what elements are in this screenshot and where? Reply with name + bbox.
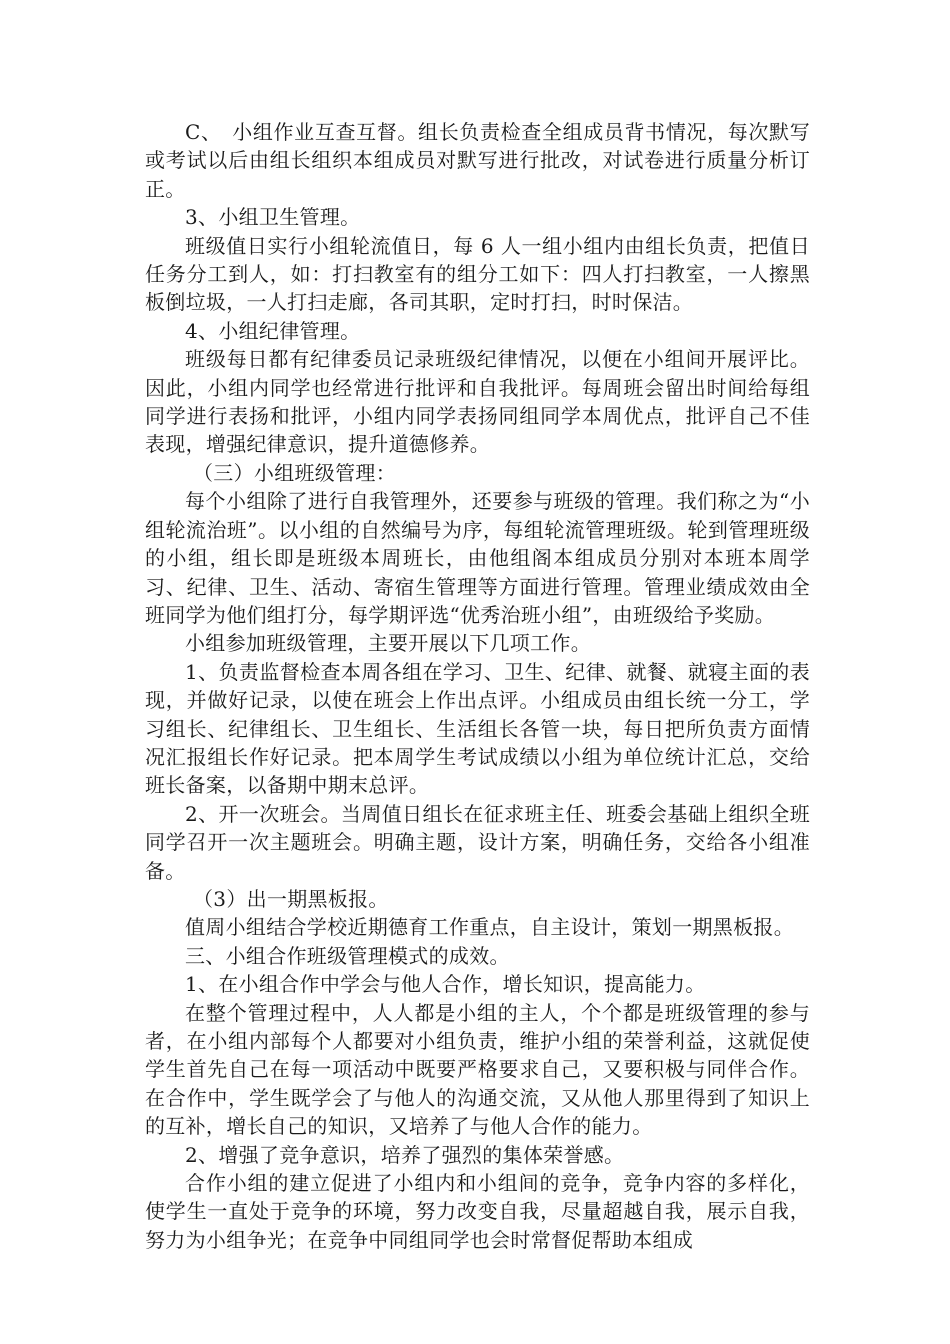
paragraph-cooperation: 在整个管理过程中，人人都是小组的主人，个个都是班级管理的参与者，在小组内部每个人都要对小组负责，维护小组的荣誉利益，这就促使学生首先自己在每一项活动中既要严格要求自己，又要积极与同伴合作。在合作中，学生既学会了与他人的沟通交流，又从他人那里得到了知识上的互补，增长自己的知识，又培养了与他人合作的能力。 [145, 1000, 810, 1139]
paragraph-c-homework-check: C、 小组作业互查互督。组长负责检查全组成员背书情况，每次默写或考试以后由组长组织本组成员对默写进行批改，对试卷进行质量分析订正。 [145, 120, 810, 201]
paragraph-rotating-governance: 每个小组除了进行自我管理外，还要参与班级的管理。我们称之为“小组轮流治班”。以小组的自然编号为序，每组轮流管理班级。轮到管理班级的小组，组长即是班级本周班长，由他组阁本组成员分别对本班本周学习、纪律、卫生、活动、寄宿生管理等方面进行管理。管理业绩成效由全班同学为他们组打分，每学期评选“优秀治班小组”，由班级给予奖励。 [145, 489, 810, 627]
paragraph-blackboard: 值周小组结合学校近期德育工作重点，自主设计，策划一期黑板报。 [185, 915, 794, 940]
paragraph-class-meeting: 2、开一次班会。当周值日组长在征求班主任、班委会基础上组织全班同学召开一次主题班会。明确主题，设计方案，明确任务，交给各小组准备。 [145, 801, 810, 883]
heading-results: 三、小组合作班级管理模式的成效。 [185, 943, 510, 968]
paragraph-duty-rotation: 班级值日实行小组轮流值日，每 6 人一组小组内由组长负责，把值日任务分工到人，如：打扫教室有的组分工如下：四人打扫教室，一人擦黑板倒垃圾，一人打扫走廊，各司其职，定时打扫，时时保洁。 [145, 233, 810, 315]
heading-class-management: （三）小组班级管理： [193, 460, 396, 485]
heading-group-hygiene: 3、小组卫生管理。 [185, 205, 361, 230]
paragraph-discipline-records: 班级每日都有纪律委员记录班级纪律情况，以便在小组间开展评比。因此，小组内同学也经常进行批评和自我批评。每周班会留出时间给每组同学进行表扬和批评，小组内同学表扬同组同学本周优点，批评自己不佳表现，增强纪律意识，提升道德修养。 [145, 347, 810, 457]
paragraph-supervision: 1、负责监督检查本周各组在学习、卫生、纪律、就餐、就寝主面的表现，并做好记录，以使在班会上作出点评。小组成员由组长统一分工，学习组长、纪律组长、卫生组长、生活组长各管一块，每日把所负责方面情况汇报组长作好记录。把本周学生考试成绩以小组为单位统计汇总，交给班长备案，以备期中期末总评。 [145, 659, 810, 798]
heading-group-discipline: 4、小组纪律管理。 [185, 318, 361, 343]
paragraph-competition: 合作小组的建立促进了小组内和小组间的竞争，竞争内容的多样化，使学生一直处于竞争的环境，努力改变自我，尽量超越自我，展示自我，努力为小组争光；在竞争中同组同学也会时常督促帮助本组成 [145, 1171, 810, 1252]
heading-blackboard: （3）出一期黑板报。 [193, 886, 389, 911]
paragraph-work-intro: 小组参加班级管理，主要开展以下几项工作。 [185, 631, 591, 656]
heading-competition: 2、增强了竞争意识，培养了强烈的集体荣誉感。 [185, 1142, 625, 1167]
document-body [145, 118, 810, 1254]
heading-learn-cooperation: 1、在小组合作中学会与他人合作，增长知识，提高能力。 [185, 972, 706, 997]
